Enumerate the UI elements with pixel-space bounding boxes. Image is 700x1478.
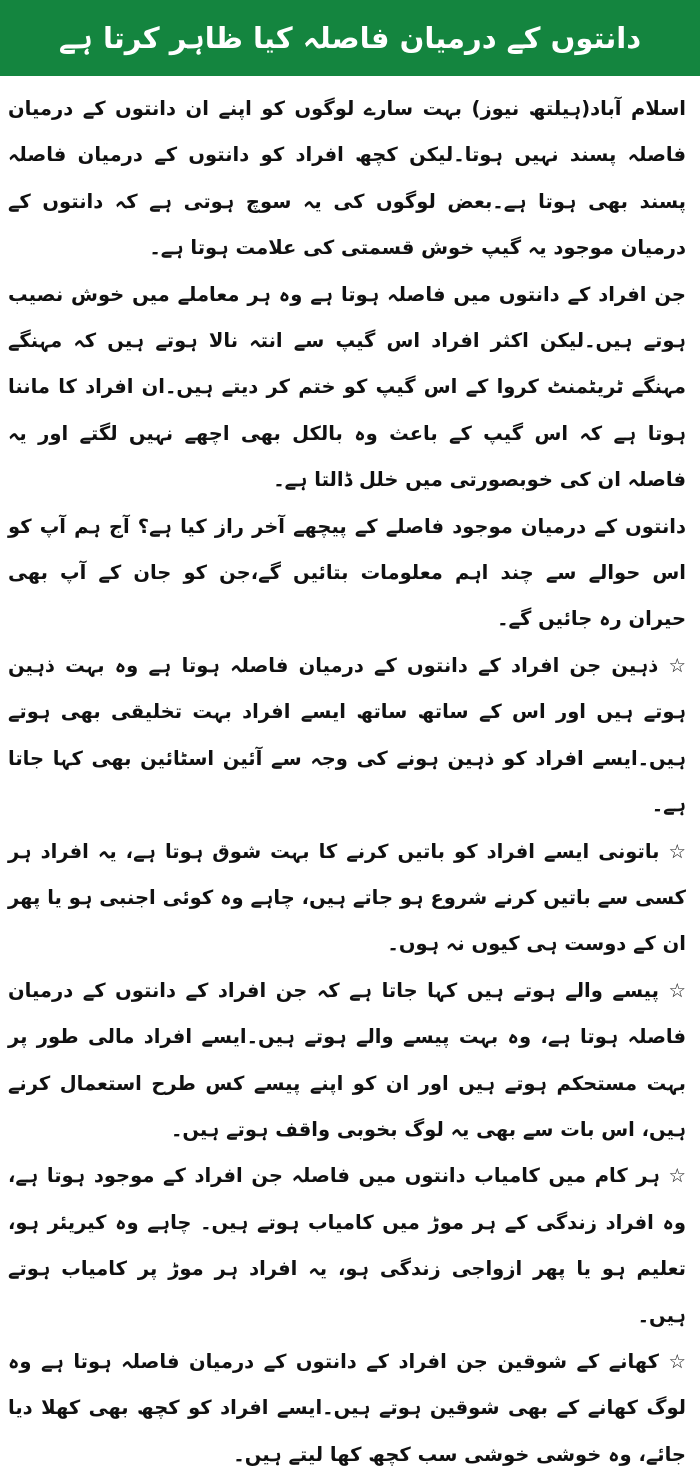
title-banner: [0, 0, 700, 76]
paragraph-wealthy: ☆ پیسے والے ہوتے ہیں کہا جاتا ہے کہ جن افراد کے دانتوں کے درمیان فاصلہ ہوتا ہے، وہ بہت پیسے والے ہوتے ہیں۔ایسے افراد مالی طور پر بہت مستحکم ہوتے ہیں اور ان کو اپنے پیسے کس طرح استعمال کرنے ہیں، اس بات سے بھی یہ لوگ بخوبی واقف ہوتے ہیں۔: [8, 978, 686, 1141]
paragraph-intro: اسلام آباد(ہیلتھ نیوز) بہت سارے لوگوں کو اپنے ان دانتوں کے درمیان فاصلہ پسند نہیں ہوتا۔لیکن کچھ افراد کو دانتوں کے درمیان فاصلہ پسند بھی ہوتا ہے۔بعض لوگوں کی یہ سوچ ہوتی ہے کہ دانتوں کے درمیان موجود یہ گیپ خوش قسمتی کی علامت ہوتا ہے۔: [8, 97, 686, 260]
paragraph-talkative: ☆ باتونی ایسے افراد کو باتیں کرنے کا بہت شوق ہوتا ہے، یہ افراد ہر کسی سے باتیں کرنے شروع ہو جاتے ہیں، چاہے وہ کوئی اجنبی ہو یا پھر ان کے دوست ہی کیوں نہ ہوں۔: [8, 839, 686, 956]
article-body: [8, 86, 686, 1466]
article-title: دانتوں کے درمیان فاصلہ کیا ظاہر کرتا ہے: [58, 21, 642, 55]
paragraph-intelligent: ☆ ذہین جن افراد کے دانتوں کے درمیان فاصلہ ہوتا ہے وہ بہت ذہین ہوتے ہیں اور اس کے ساتھ ساتھ ایسے افراد بہت تخلیقی بھی ہوتے ہیں۔ایسے افراد کو ذہین ہونے کی وجہ سے آئین اسٹائین بھی کہا جاتا ہے۔: [8, 653, 686, 817]
paragraph-successful: ☆ ہر کام میں کامیاب دانتوں میں فاصلہ جن افراد کے موجود ہوتا ہے، وہ افراد زندگی کے ہر موڑ میں کامیاب ہوتے ہیں۔ چاہے وہ کیریئر ہو، تعلیم ہو یا پھر ازواجی زندگی ہو، یہ افراد ہر موڑ پر کامیاب ہوتے ہیں۔: [8, 1164, 686, 1327]
paragraph-gap-fortune: جن افراد کے دانتوں میں فاصلہ ہوتا ہے وہ ہر معاملے میں خوش نصیب ہوتے ہیں۔لیکن اکثر افراد اس گیپ سے انتہ نالا ہوتے ہیں کہ مہنگے مہنگے ٹریٹمنٹ کروا کے اس گیپ کو ختم کر دیتے ہیں۔ان افراد کا ماننا ہوتا ہے کہ اس گیپ کے باعث وہ بالکل بھی اچھے نہیں لگتے اور یہ فاصلہ ان کی خوبصورتی میں خلل ڈالتا ہے۔: [8, 282, 686, 492]
paragraph-secret: دانتوں کے درمیان موجود فاصلے کے پیچھے آخر راز کیا ہے؟ آج ہم آپ کو اس حوالے سے چند اہم معلومات بتائیں گے،جن کو جان کے آپ بھی حیران رہ جائیں گے۔: [8, 514, 686, 631]
paragraph-food-lovers: ☆ کھانے کے شوقین جن افراد کے دانتوں کے درمیان فاصلہ ہوتا ہے وہ لوگ کھانے کے بھی شوقین ہوتے ہیں۔ایسے افراد کو کچھ بھی کھلا دیا جائے، وہ خوشی خوشی سب کچھ کھا لیتے ہیں۔: [8, 1349, 686, 1466]
